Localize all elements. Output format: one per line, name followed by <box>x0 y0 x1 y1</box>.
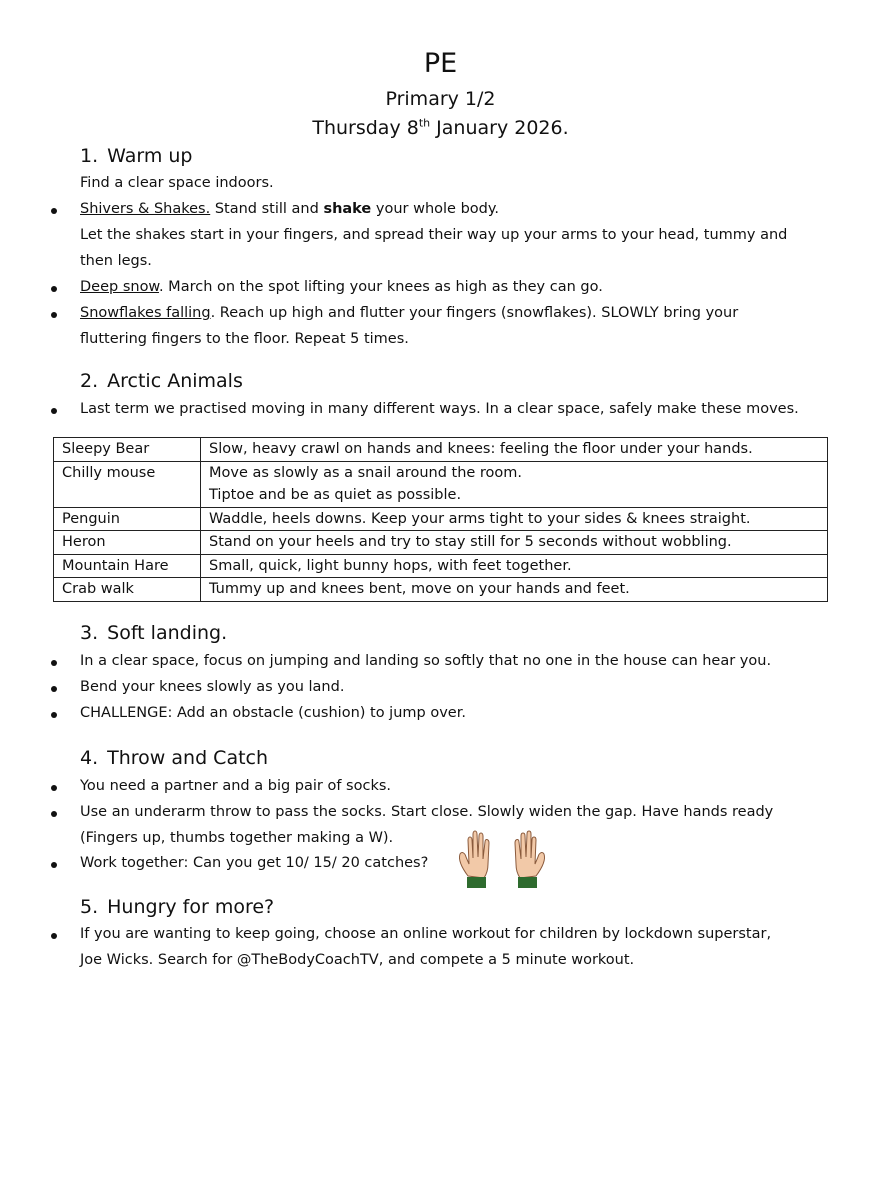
throw-bullet-2-line2: (Fingers up, thumbs together making a W). <box>80 830 394 846</box>
movement-text: Tummy up and knees bent, move on your hands and feet. <box>209 581 630 597</box>
movement-text: Stand on your heels and try to stay still for 5 seconds without wobbling. <box>209 534 732 550</box>
movement-cell <box>201 461 828 507</box>
class-name: Primary 1/2 <box>385 88 496 110</box>
movement-text: Slow, heavy crawl on hands and knees: feeling the floor under your hands. <box>209 441 753 457</box>
bullet-dot <box>51 686 57 692</box>
movement-cell <box>201 438 828 462</box>
section-heading-throw-and-catch: 4. Throw and Catch <box>80 747 269 769</box>
raised-hands-icon <box>456 824 548 890</box>
table-row <box>54 461 828 507</box>
page-title: PE <box>423 48 458 79</box>
throw-bullet-2: Use an underarm throw to pass the socks. Start close. Slowly widen the gap. Have hands ready <box>80 804 774 820</box>
movement-cell <box>201 507 828 531</box>
animal-name-cell: Crab walk <box>54 578 201 602</box>
throw-bullet-1: You need a partner and a big pair of socks. <box>80 778 392 794</box>
more-bullet-1-line2: Joe Wicks. Search for @TheBodyCoachTV, and compete a 5 minute workout. <box>80 952 635 968</box>
warmup-deep-snow: Deep snow. March on the spot lifting your knees as high as they can go. <box>80 279 603 295</box>
bullet-dot <box>51 286 57 292</box>
arctic-intro: Last term we practised moving in many different ways. In a clear space, safely make these moves. <box>80 401 799 417</box>
bullet-dot <box>51 933 57 939</box>
section-heading-soft-landing: 3. Soft landing. <box>80 622 228 644</box>
movement-cell <box>201 554 828 578</box>
table-row <box>54 507 828 531</box>
movement-text: Small, quick, light bunny hops, with feet together. <box>209 557 572 574</box>
table-row <box>54 578 828 602</box>
table-row <box>54 554 828 578</box>
lesson-date <box>0 117 881 139</box>
section-heading-arctic-animals: 2. Arctic Animals <box>80 370 243 392</box>
date-day: Thursday 8 <box>312 117 419 139</box>
movement-cell <box>201 531 828 555</box>
landing-bullet-2: Bend your knees slowly as you land. <box>80 679 345 695</box>
table-row <box>54 438 828 462</box>
animal-name-cell: Heron <box>54 531 201 555</box>
bullet-dot <box>51 811 57 817</box>
bullet-dot <box>51 408 57 414</box>
bullet-dot <box>51 785 57 791</box>
movement-cell <box>201 578 828 602</box>
arctic-animals-table <box>53 437 828 602</box>
section-heading-hungry-for-more: 5. Hungry for more? <box>80 896 275 918</box>
movement-text: Waddle, heels downs. Keep your arms tight to your sides & knees straight. <box>209 510 751 527</box>
throw-bullet-3: Work together: Can you get 10/ 15/ 20 catches? <box>80 855 429 871</box>
movement-text: Move as slowly as a snail around the room. <box>209 464 523 481</box>
bullet-dot <box>51 312 57 318</box>
bullet-dot <box>51 862 57 868</box>
bullet-dot <box>51 208 57 214</box>
warmup-snowflakes-line2: fluttering fingers to the floor. Repeat 5 times. <box>80 331 409 347</box>
warmup-intro: Find a clear space indoors. <box>80 175 274 191</box>
date-rest: January 2026. <box>430 117 569 139</box>
animal-name-cell: Sleepy Bear <box>54 438 201 462</box>
table-row <box>54 531 828 555</box>
bullet-dot <box>51 712 57 718</box>
animal-name-cell: Chilly mouse <box>54 461 201 507</box>
more-bullet-1: If you are wanting to keep going, choose an online workout for children by lockdown superstar, <box>80 926 772 942</box>
date-ordinal: th <box>418 116 431 130</box>
landing-bullet-3: CHALLENGE: Add an obstacle (cushion) to jump over. <box>80 705 466 721</box>
warmup-shivers-line2: Let the shakes start in your fingers, and spread their way up your arms to your head, tummy and <box>80 227 788 243</box>
animal-name-cell: Penguin <box>54 507 201 531</box>
warmup-shivers-line3: then legs. <box>80 253 152 269</box>
warmup-shivers: Shivers & Shakes. Stand still and shake your whole body. <box>80 201 499 217</box>
movement-text: Tiptoe and be as quiet as possible. <box>209 487 462 503</box>
bullet-dot <box>51 660 57 666</box>
animal-name-cell: Mountain Hare <box>54 554 201 578</box>
warmup-snowflakes: Snowflakes falling. Reach up high and flutter your fingers (snowflakes). SLOWLY bring your <box>80 305 739 321</box>
section-heading-warm-up: 1. Warm up <box>80 145 193 167</box>
landing-bullet-1: In a clear space, focus on jumping and landing so softly that no one in the house can hear you. <box>80 653 772 669</box>
